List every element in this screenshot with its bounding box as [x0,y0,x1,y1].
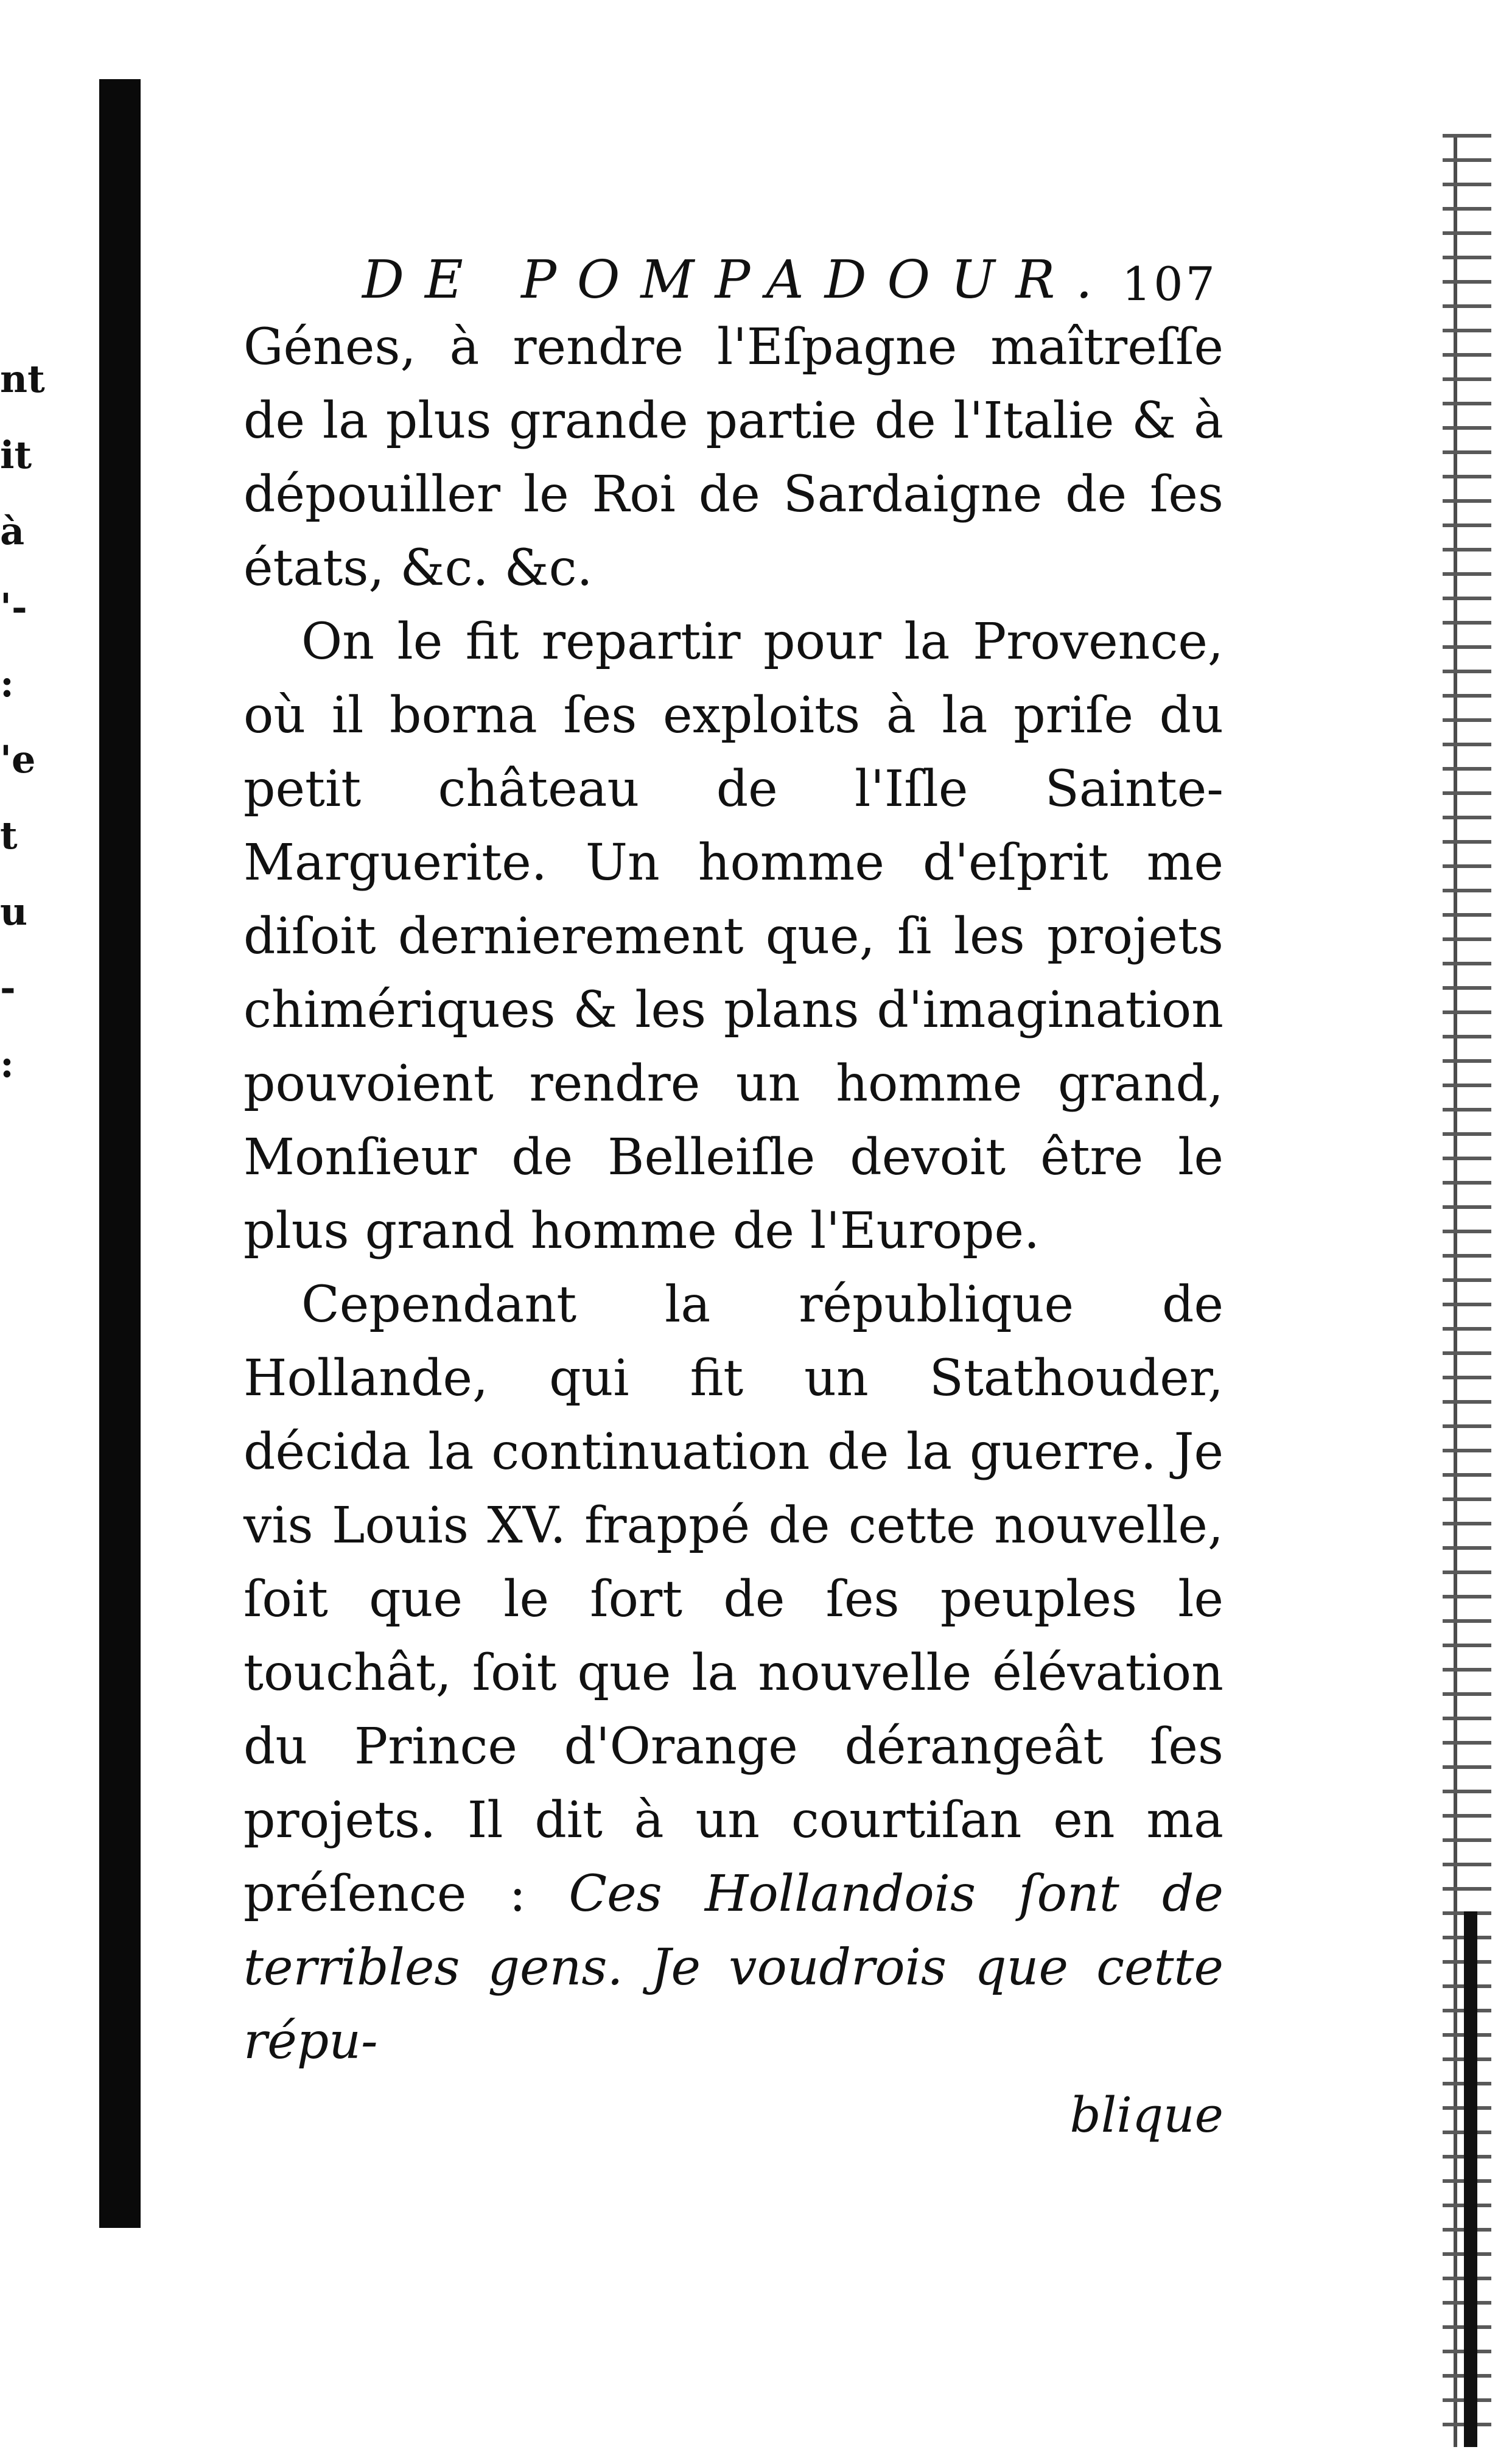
quoted-speech: Ces Hollandois ſont de terribles gens. Je voudrois que cette répu- [243,1865,1223,2070]
page-number: 107 [1121,257,1217,311]
margin-fragment: '- [0,585,27,629]
margin-fragment: nt [0,357,45,401]
paragraph-text: Cependant la république de Hollande, qui fit un Stathouder, décida la continuation de la guerre. Je vis Louis XV. frappé de cette nouvelle, ſoit que le ſort de ſes peuples le touchât, ſoit que la nouvelle élévation du Prince d'Orange dérangeât ſes projets. Il dit à un courtiſan en ma préſence : [243,1276,1223,1923]
margin-fragment: à [0,509,25,553]
facing-page-fragments [0,341,55,1102]
margin-fragment: it [0,433,32,477]
margin-fragment: 'e [0,737,36,782]
binding-shadow [99,79,141,2228]
paragraph-continuation: Génes, à rendre l'Eſpagne maîtreſſe de la plus grande partie de l'Italie & à dépouiller le Roi de Sardaigne de ſes états, &c. &c. [243,318,1223,597]
paragraph: On le fit repartir pour la Provence, où il borna ſes exploits à la priſe du petit château de l'Iſle Sainte-Marguerite. Un homme d'eſprit me diſoit dernierement que, ſi les projets chimériques & les plans d'imagination pouvoient rendre un homme grand, Monſieur de Belleiſle devoit être le plus grand homme de l'Europe. [243,613,1223,1260]
page-edge-bar [1464,1911,1477,2447]
catchword: blique [1069,2087,1223,2143]
margin-fragment: : [0,661,14,706]
body-text [243,310,1223,2078]
margin-fragment: : [0,1042,14,1086]
margin-fragment: - [0,965,16,1010]
margin-fragment: u [0,889,28,934]
book-page [243,237,1223,2152]
running-head [243,237,1223,310]
margin-fragment: t [0,813,18,858]
paragraph [243,1268,1223,2078]
running-title: DE POMPADOUR. [362,250,1113,310]
